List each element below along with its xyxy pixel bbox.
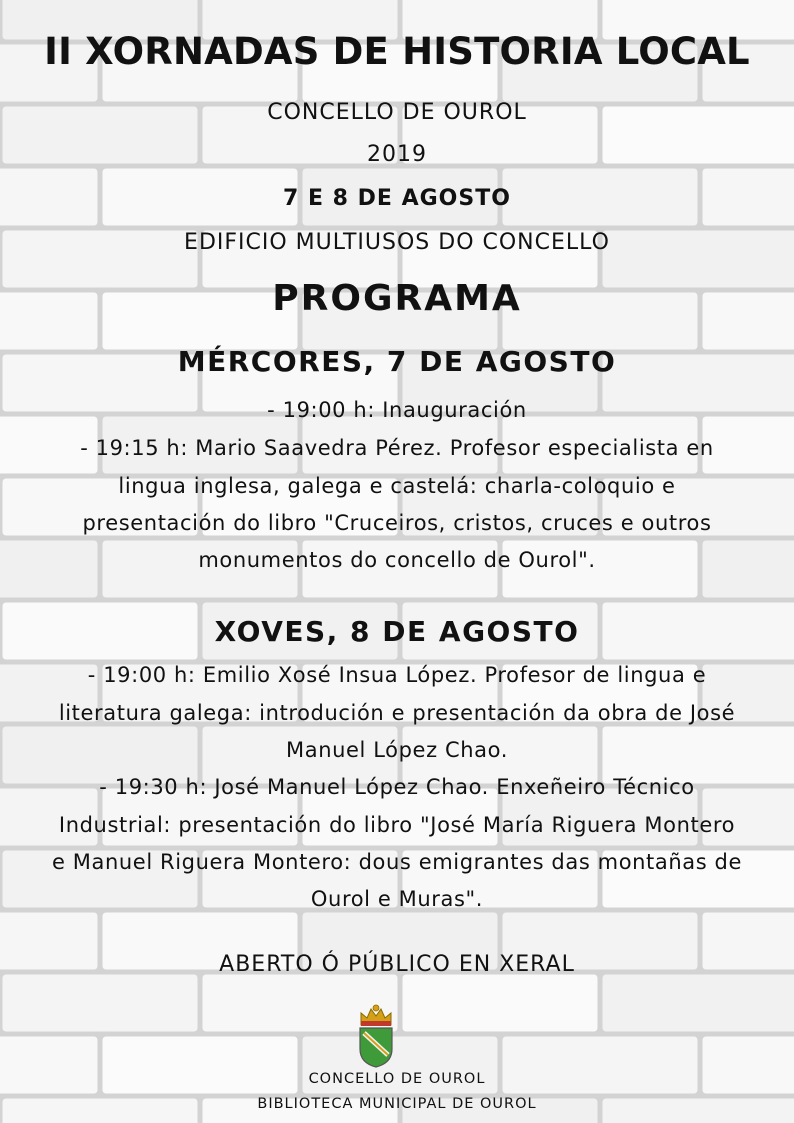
schedule-line: - 19:30 h: José Manuel López Chao. Enxeñeiro Técnico: [99, 775, 695, 799]
footer-organizer: CONCELLO DE OUROL: [308, 1071, 486, 1087]
schedule-line: Manuel López Chao.: [286, 738, 508, 762]
event-title: II XORNADAS DE HISTORIA LOCAL: [44, 30, 750, 73]
public-notice: ABERTO Ó PÚBLICO EN XERAL: [219, 952, 575, 977]
schedule-line: monumentos do concello de Ourol".: [198, 548, 596, 572]
coat-of-arms-icon: [355, 1003, 397, 1069]
schedule-line: presentación do libro "Cruceiros, cristos, cruces e outros: [82, 511, 712, 535]
programa-heading: PROGRAMA: [272, 278, 522, 319]
schedule-line: e Manuel Riguera Montero: dous emigrantes das montañas de: [52, 850, 742, 874]
organizer: CONCELLO DE OUROL: [267, 100, 527, 125]
schedule-line: Industrial: presentación do libro "José María Riguera Montero: [58, 813, 736, 837]
schedule-line: - 19:00 h: Emilio Xosé Insua López. Profesor de lingua e: [87, 663, 707, 687]
schedule-line: lingua inglesa, galega e castelá: charla-coloquio e: [118, 474, 676, 498]
venue: EDIFICIO MULTIUSOS DO CONCELLO: [184, 230, 610, 255]
footer-library: BIBLIOTECA MUNICIPAL DE OUROL: [257, 1096, 537, 1112]
year: 2019: [367, 142, 427, 167]
schedule-line: - 19:00 h: Inauguración: [267, 398, 527, 422]
day-heading-wednesday: MÉRCORES, 7 DE AGOSTO: [177, 345, 617, 378]
schedule-line: literatura galega: introdución e presentación da obra de José: [58, 701, 736, 725]
event-dates: 7 E 8 DE AGOSTO: [283, 186, 511, 211]
day-heading-thursday: XOVES, 8 DE AGOSTO: [214, 615, 580, 648]
schedule-line: - 19:15 h: Mario Saavedra Pérez. Profesor especialista en: [80, 436, 714, 460]
schedule-line: Ourol e Muras".: [310, 887, 484, 911]
